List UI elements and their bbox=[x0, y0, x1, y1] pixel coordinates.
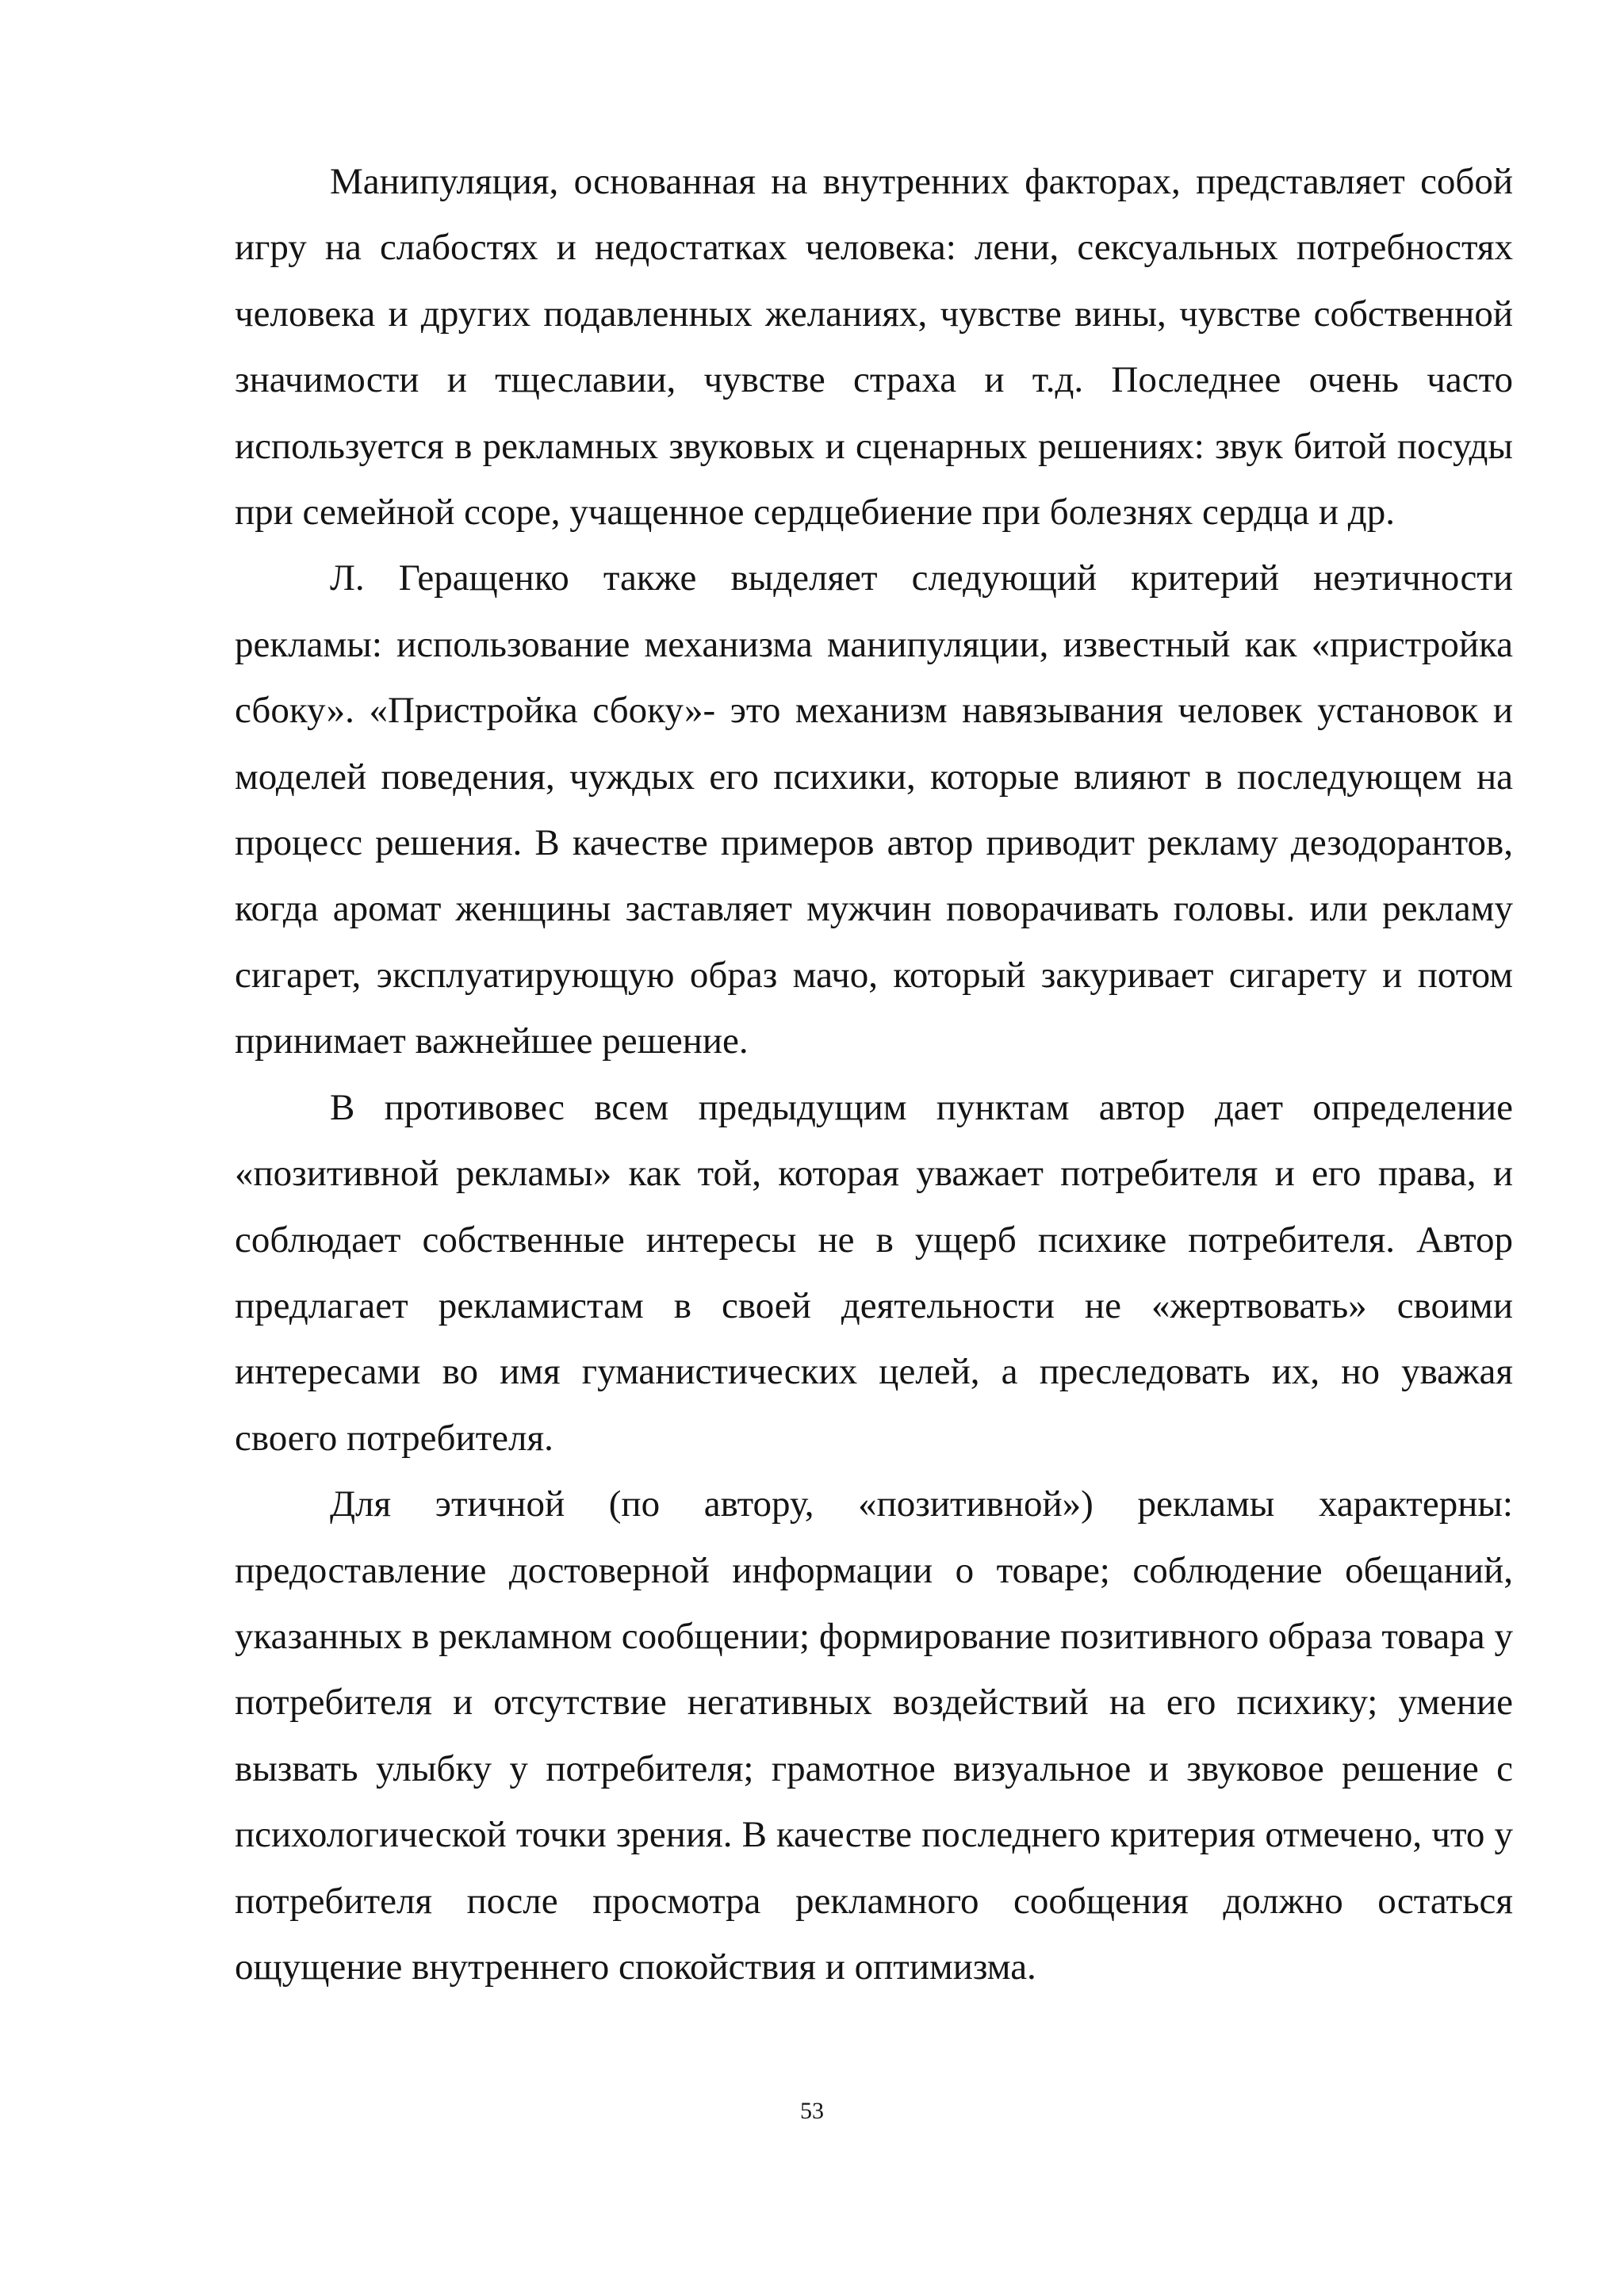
paragraph-ethical-advertising-features: Для этичной (по автору, «позитивной») рекламы характерны: предоставление достоверной информации о товаре; соблюдение обещаний, указанных в рекламном сообщении; формирование позитивного образа товара у потребителя и отсутствие негативных воздействий на его психику; умение вызвать улыбку у потребителя; грамотное визуальное и звуковое решение с психологической точки зрения. В качестве последнего критерия отмечено, что у потребителя после просмотра рекламного сообщения должно остаться ощущение внутреннего спокойствия и оптимизма. bbox=[235, 1483, 1513, 1988]
paragraph-positive-advertising-definition: В противовес всем предыдущим пунктам автор дает определение «позитивной рекламы» как той, которая уважает потребителя и его права, и соблюдает собственные интересы не в ущерб психике потребителя. Автор предлагает рекламистам в своей деятельности не «жертвовать» своими интересами во имя гуманистических целей, а преследовать их, но уважая своего потребителя. bbox=[235, 1086, 1513, 1459]
document-body bbox=[235, 149, 1513, 2000]
paragraph-unethical-advertising-criterion: Л. Геращенко также выделяет следующий критерий неэтичности рекламы: использование механизма манипуляции, известный как «пристройка сбоку». «Пристройка сбоку»- это механизм навязывания человек установок и моделей поведения, чуждых его психики, которые влияют в последующем на процесс решения. В качестве примеров автор приводит рекламу дезодорантов, когда аромат женщины заставляет мужчин поворачивать головы. или рекламу сигарет, эксплуатирующую образ мачо, который закуривает сигарету и потом принимает важнейшее решение. bbox=[235, 557, 1513, 1062]
paragraph-manipulation-internal-factors: Манипуляция, основанная на внутренних факторах, представляет собой игру на слабостях и недостатках человека: лени, сексуальных потребностях человека и других подавленных желаниях, чувстве вины, чувстве собственной значимости и тщеславии, чувстве страха и т.д. Последнее очень часто используется в рекламных звуковых и сценарных решениях: звук битой посуды при семейной ссоре, учащенное сердцебиение при болезнях сердца и др. bbox=[235, 161, 1513, 534]
page-number: 53 bbox=[800, 2098, 824, 2124]
